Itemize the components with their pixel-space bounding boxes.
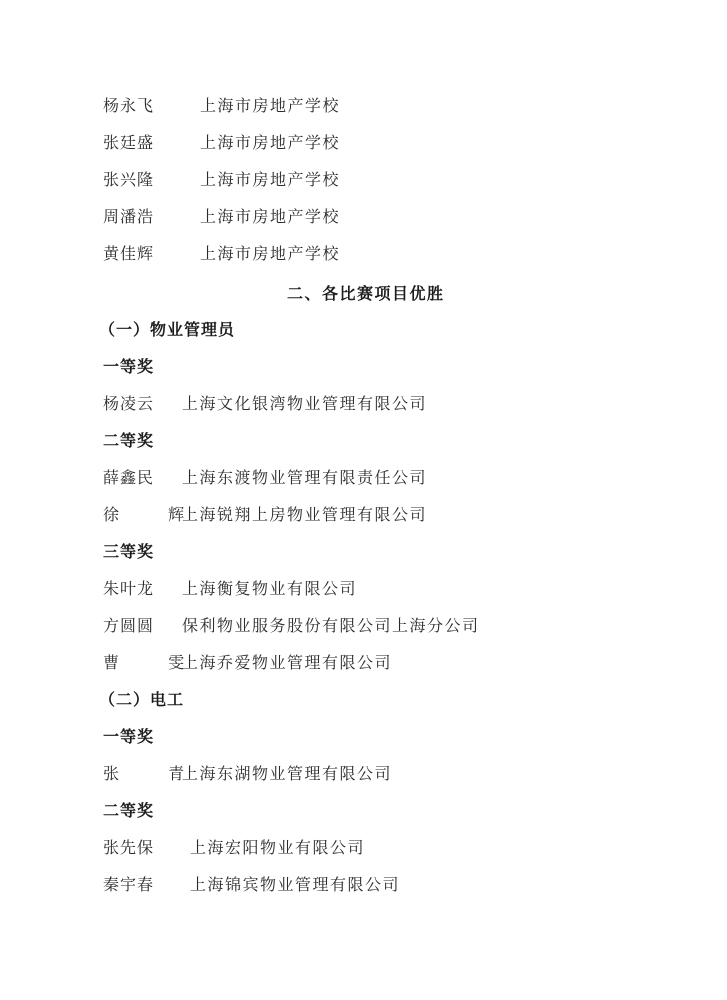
winner-organization: 上海市房地产学校 xyxy=(200,96,341,115)
winner-name: 张先保 xyxy=(103,838,155,857)
winner-organization: 上海市房地产学校 xyxy=(200,207,341,226)
winner-organization: 上海宏阳物业有限公司 xyxy=(190,838,366,857)
category-title: （二）电工 xyxy=(99,690,185,709)
award-level-heading: 一等奖 xyxy=(103,727,155,746)
winner-name: 张兴隆 xyxy=(103,170,155,189)
winner-organization: 上海市房地产学校 xyxy=(200,133,341,152)
winner-name: 张廷盛 xyxy=(103,133,155,152)
winner-organization: 上海市房地产学校 xyxy=(200,244,341,263)
winner-name: 薛鑫民 xyxy=(103,468,155,487)
winner-name: 方圆圆 xyxy=(103,616,155,635)
winner-organization: 上海文化银湾物业管理有限公司 xyxy=(182,394,428,413)
award-level-heading: 二等奖 xyxy=(103,801,155,820)
winner-organization: 上海市房地产学校 xyxy=(200,170,341,189)
winner-name: 杨永飞 xyxy=(103,96,155,115)
winner-name: 曹 雯 xyxy=(103,653,207,672)
winner-organization: 上海东渡物业管理有限责任公司 xyxy=(182,468,428,487)
category-title: （一）物业管理员 xyxy=(99,320,236,339)
winner-name: 杨凌云 xyxy=(103,394,155,413)
winner-name: 秦宇春 xyxy=(103,875,155,894)
winner-name: 朱叶龙 xyxy=(103,579,155,598)
winner-name: 徐 辉 xyxy=(103,505,207,524)
winner-organization: 上海东湖物业管理有限公司 xyxy=(182,764,393,783)
award-level-heading: 二等奖 xyxy=(103,431,155,450)
winner-name: 周潘浩 xyxy=(103,207,155,226)
winner-name: 黄佳辉 xyxy=(103,244,155,263)
award-level-heading: 三等奖 xyxy=(103,542,155,561)
winner-organization: 上海锐翔上房物业管理有限公司 xyxy=(182,505,428,524)
winner-name: 张 青 xyxy=(103,764,207,783)
winner-organization: 上海锦宾物业管理有限公司 xyxy=(190,875,401,894)
winner-organization: 上海乔爱物业管理有限公司 xyxy=(182,653,393,672)
section-title: 二、各比赛项目优胜 xyxy=(287,284,445,303)
winner-organization: 保利物业服务股份有限公司上海分公司 xyxy=(182,616,480,635)
award-level-heading: 一等奖 xyxy=(103,357,155,376)
winner-organization: 上海衡复物业有限公司 xyxy=(182,579,358,598)
